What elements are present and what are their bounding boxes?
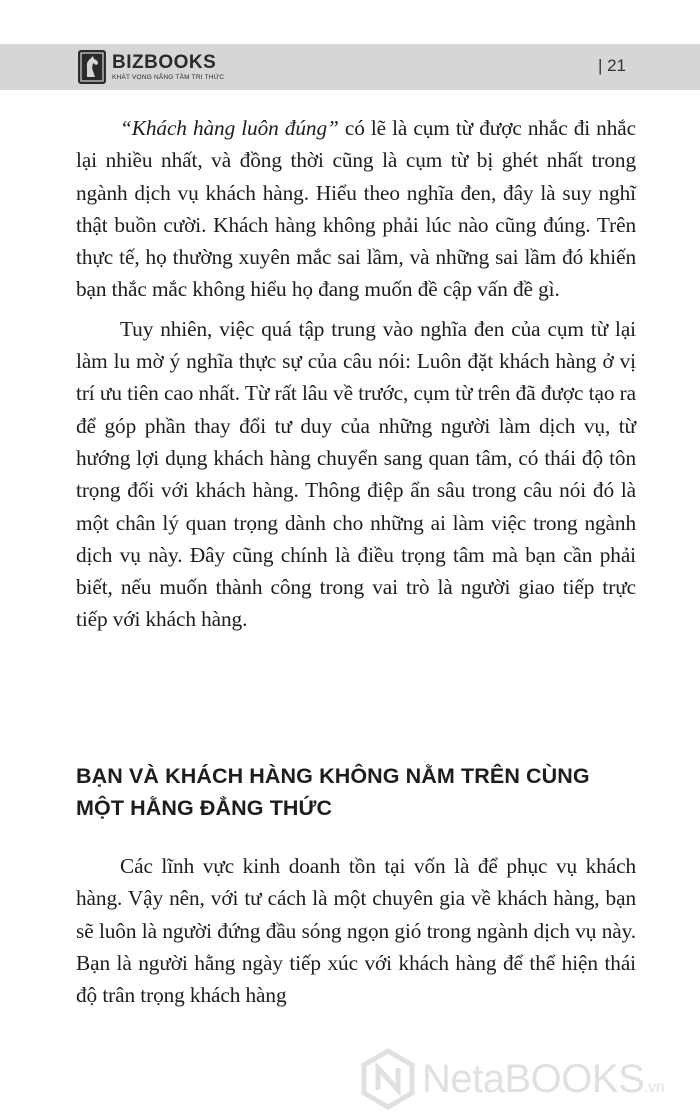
section-heading: BẠN VÀ KHÁCH HÀNG KHÔNG NẰM TRÊN CÙNG MỘT HẰNG ĐẲNG THỨC: [76, 764, 590, 820]
paragraph-1: [76, 112, 636, 306]
brand-tagline: KHÁT VỌNG NÂNG TẦM TRI THỨC: [112, 73, 225, 81]
body-text-bottom: [76, 850, 636, 1011]
bizbooks-horse-logo-icon: [78, 50, 106, 84]
watermark-text: NetaBOOKS: [422, 1056, 645, 1101]
netabooks-logo-icon: [360, 1048, 416, 1110]
paragraph-3: Các lĩnh vực kinh doanh tồn tại vốn là để phục vụ khách hàng. Vậy nên, với tư cách là một chuyên gia về khách hàng, bạn sẽ luôn là người đứng đầu sóng ngọn gió trong ngành dịch vụ này. Bạn là người hằng ngày tiếp xúc với khách hàng để thể hiện thái độ trân trọng khách hàng: [76, 854, 636, 1008]
body-text-top: [76, 112, 636, 636]
paragraph-1-text: có lẽ là cụm từ được nhắc đi nhắc lại nhiều nhất, và đồng thời cũng là cụm từ bị ghét nhất trong ngành dịch vụ khách hàng. Hiểu theo nghĩa đen, đây là suy nghĩ thật buồn cười. Khách hàng không phải lúc nào cũng đúng. Trên thực tế, họ thường xuyên mắc sai lầm, và những sai lầm đó khiến bạn thắc mắc không hiểu họ đang muốn đề cập vấn đề gì.: [76, 116, 636, 302]
page-number: | 21: [597, 56, 626, 75]
brand-name: BIZBOOKS: [112, 51, 217, 73]
page-header: [0, 44, 700, 90]
netabooks-watermark: [360, 1044, 700, 1114]
quote-customer-always-right: “Khách hàng luôn đúng”: [120, 116, 339, 140]
watermark-suffix: .vn: [644, 1078, 665, 1096]
bizbooks-logo: [78, 48, 224, 86]
paragraph-2: Tuy nhiên, việc quá tập trung vào nghĩa đen của cụm từ lại làm lu mờ ý nghĩa thực sự của câu nói: Luôn đặt khách hàng ở vị trí ưu tiên cao nhất. Từ rất lâu về trước, cụm từ trên đã được tạo ra để góp phần thay đổi tư duy của những người làm dịch vụ, từ hướng lợi dụng khách hàng chuyển sang quan tâm, có thái độ tôn trọng đối với khách hàng. Thông điệp ẩn sâu trong câu nói đó là một chân lý quan trọng dành cho những ai làm việc trong ngành dịch vụ này. Đây cũng chính là điều trọng tâm mà bạn cần phải biết, nếu muốn thành công trong vai trò là người giao tiếp trực tiếp với khách hàng.: [76, 316, 636, 632]
